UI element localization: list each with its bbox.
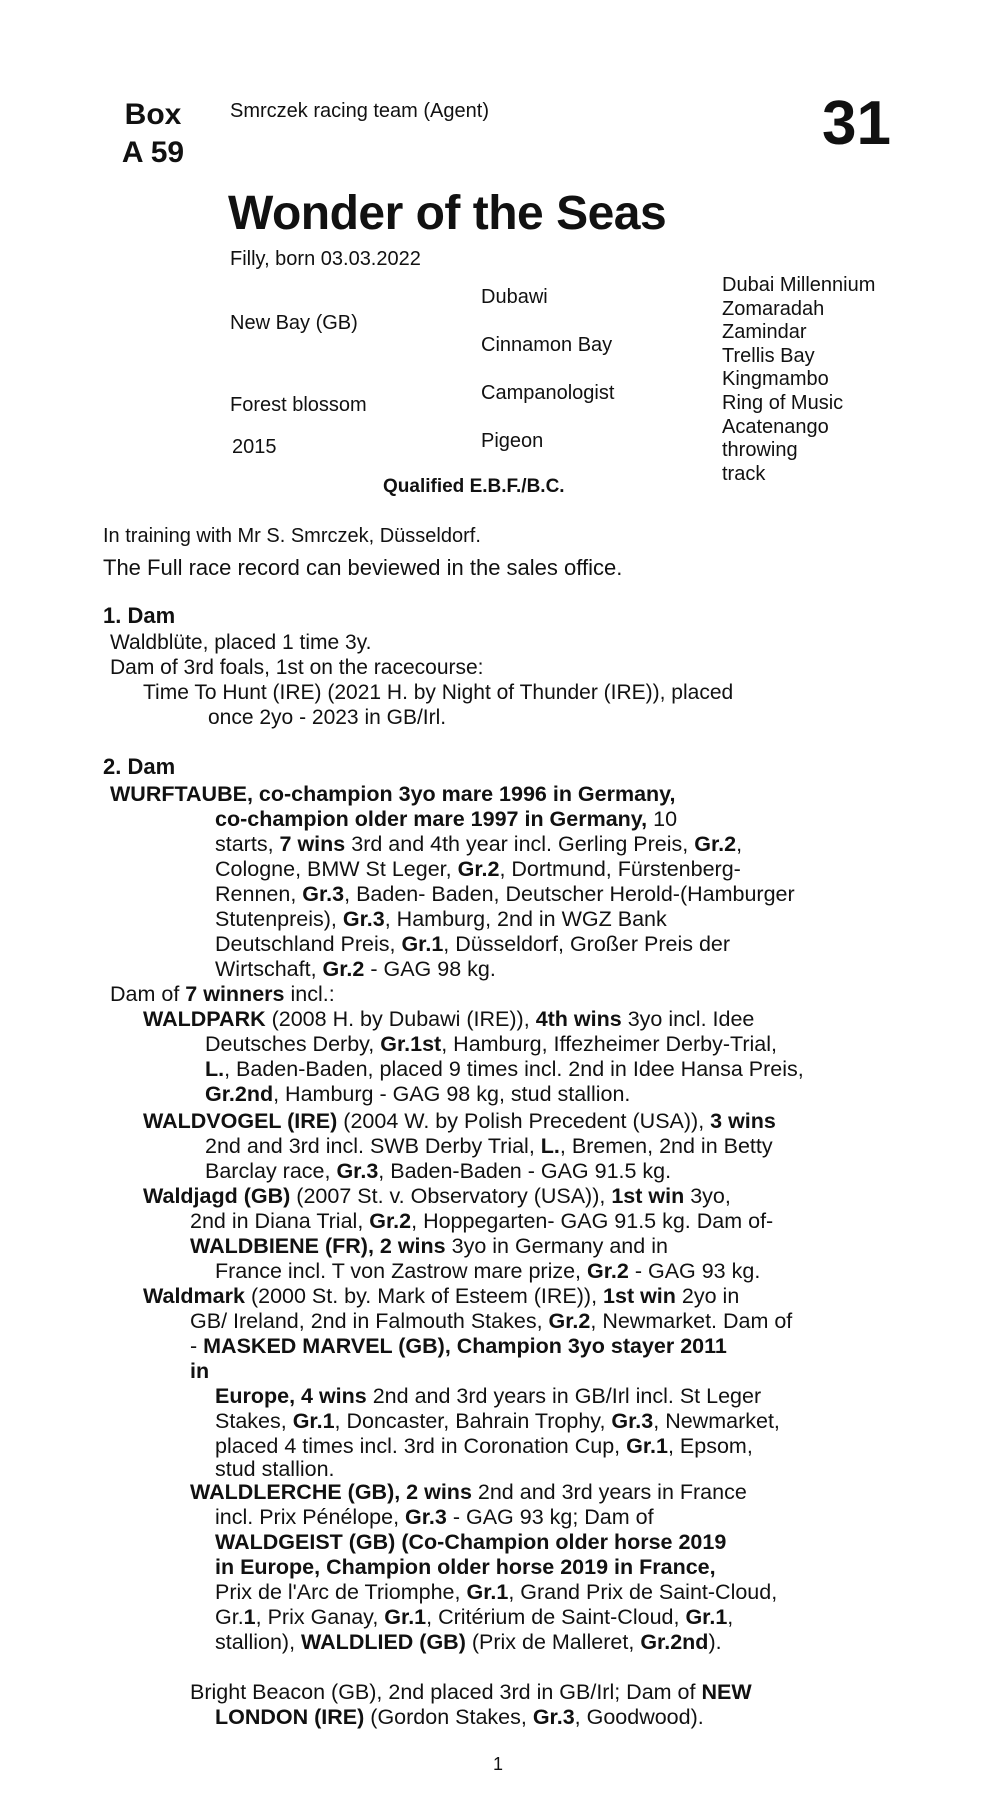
qualified-note: Qualified E.B.F./B.C. bbox=[383, 476, 565, 497]
waldjagd-entry: Waldjagd (GB) (2007 St. v. Observatory (USA)), 1st win 3yo, bbox=[143, 1184, 731, 1208]
box-label bbox=[108, 96, 198, 172]
dam1-foal-line1: Time To Hunt (IRE) (2021 H. by Night of Thunder (IRE)), placed bbox=[143, 681, 734, 704]
pedigree-great-5: Kingmambo bbox=[722, 368, 829, 391]
pedigree-grand-4: Pigeon bbox=[481, 430, 544, 452]
dam2-heading: 2. Dam bbox=[103, 754, 176, 779]
waldjagd-body: 2nd in Diana Trial, Gr.2, Hoppegarten- GAG 91.5 kg. Dam of- WALDBIENE (FR), 2 wins 3yo in Germany and in bbox=[190, 1209, 774, 1258]
pedigree-great-7: Acatenango bbox=[722, 415, 829, 438]
pedigree-dam-year: 2015 bbox=[232, 436, 277, 458]
lot-number: 31 bbox=[822, 89, 891, 158]
waldlerche-entry: WALDLERCHE (GB), 2 wins 2nd and 3rd years in France bbox=[190, 1480, 747, 1504]
dam1-line1: Waldblüte, placed 1 time 3y. bbox=[110, 631, 372, 654]
bright-beacon-entry: Bright Beacon (GB), 2nd placed 3rd in GB/Irl; Dam of NEW bbox=[190, 1680, 752, 1704]
waldlerche-body: incl. Prix Pénélope, Gr.3 - GAG 93 kg; Dam of WALDGEIST (GB) (Co-Champion older horse 2019 in Europe, Champion older horse 2019 in France, Prix de l'Arc de Triomphe, Gr.1, Grand Prix de Saint-Cloud, Gr.1, Prix Ganay, Gr.1, Critérium de Saint-Cloud, Gr.1, stallion), WALDLIED (GB) (Prix de Malleret, Gr.2nd). bbox=[215, 1505, 778, 1654]
pedigree-sire: New Bay (GB) bbox=[230, 312, 358, 334]
box-number: A 59 bbox=[121, 136, 185, 169]
waldbiene-body: France incl. T von Zastrow mare prize, Gr.2 - GAG 93 kg. bbox=[215, 1259, 761, 1283]
pedigree-great-4: Trellis Bay bbox=[722, 344, 815, 367]
agent: Smrczek racing team (Agent) bbox=[230, 100, 489, 122]
masked-marvel-body: Europe, 4 wins 2nd and 3rd years in GB/Irl incl. St Leger Stakes, Gr.1, Doncaster, Bahrain Trophy, Gr.3, Newmarket, placed 4 times incl. 3rd in Coronation Cup, Gr.1, Epsom, stud stallion. bbox=[215, 1384, 780, 1481]
pedigree-grand-3: Campanologist bbox=[481, 382, 615, 404]
training-note: In training with Mr S. Smrczek, Düsseldorf. bbox=[103, 525, 481, 547]
waldjagd-name: Waldjagd (GB) bbox=[143, 1184, 291, 1208]
waldbiene-name: WALDBIENE (FR) bbox=[190, 1234, 368, 1258]
waldpark-body: Deutsches Derby, Gr.1st, Hamburg, Iffezheimer Derby-Trial, L., Baden-Baden, placed 9 times incl. 2nd in Idee Hansa Preis, Gr.2nd, Hamburg - GAG 98 kg, stud stallion. bbox=[205, 1032, 804, 1106]
horse-name: Wonder of the Seas bbox=[228, 187, 667, 240]
box-word: Box bbox=[124, 98, 182, 131]
page-number: 1 bbox=[493, 1754, 504, 1774]
pedigree-dam: Forest blossom bbox=[230, 394, 367, 416]
pedigree-great-1: Dubai Millennium bbox=[722, 274, 876, 296]
waldvogel-name: WALDVOGEL (IRE) bbox=[143, 1109, 338, 1133]
pedigree-great-9: track bbox=[722, 462, 766, 485]
waldpark-entry: WALDPARK (2008 H. by Dubawi (IRE)), 4th wins 3yo incl. Idee bbox=[143, 1007, 755, 1031]
waldmark-entry: Waldmark (2000 St. by. Mark of Esteem (IRE)), 1st win 2yo in bbox=[143, 1284, 740, 1308]
pedigree-grand-2: Cinnamon Bay bbox=[481, 334, 613, 356]
wurftaube-body: co-champion older mare 1997 in Germany, 10 starts, 7 wins 3rd and 4th year incl. Gerling Preis, Gr.2, Cologne, BMW St Leger, Gr.2, Dortmund, Fürstenberg- Rennen, Gr.3, Baden- Baden, Deutscher Herold-(Hamburger Stutenpreis), Gr.3, Hamburg, 2nd in WGZ Bank Deutschland Preis, Gr.1, Düsseldorf, Großer Preis der Wirtschaft, Gr.2 - GAG 98 kg. bbox=[215, 807, 795, 981]
dam-of-winners: Dam of 7 winners incl.: bbox=[110, 982, 335, 1006]
waldmark-name: Waldmark bbox=[143, 1284, 245, 1308]
dam1-heading: 1. Dam bbox=[103, 603, 176, 628]
bright-beacon-body: LONDON (IRE) (Gordon Stakes, Gr.3, Goodwood). bbox=[215, 1705, 704, 1729]
waldmark-body: GB/ Ireland, 2nd in Falmouth Stakes, Gr.2, Newmarket. Dam of - MASKED MARVEL (GB), Champion 3yo stayer 2011 in bbox=[190, 1309, 793, 1383]
waldlied-name: WALDLIED (GB) bbox=[301, 1630, 466, 1654]
new-london-name: LONDON (IRE) bbox=[215, 1705, 365, 1729]
pedigree-great bbox=[722, 274, 875, 486]
waldpark-name: WALDPARK bbox=[143, 1007, 266, 1031]
dam1-foal-line2: once 2yo - 2023 in GB/Irl. bbox=[208, 706, 447, 729]
masked-marvel-name: MASKED MARVEL (GB) bbox=[203, 1334, 445, 1358]
waldvogel-entry: WALDVOGEL (IRE) (2004 W. by Polish Precedent (USA)), 3 wins bbox=[143, 1109, 776, 1133]
waldgeist-name: WALDGEIST (GB) bbox=[215, 1530, 396, 1554]
horse-description: Filly, born 03.03.2022 bbox=[230, 248, 421, 270]
dam1-line2: Dam of 3rd foals, 1st on the racecourse: bbox=[110, 656, 484, 679]
pedigree-great-6: Ring of Music bbox=[722, 391, 844, 414]
pedigree-grand-1: Dubawi bbox=[481, 286, 548, 308]
pedigree-great-3: Zamindar bbox=[722, 321, 807, 344]
waldvogel-body: 2nd and 3rd incl. SWB Derby Trial, L., Bremen, 2nd in Betty Barclay race, Gr.3, Baden-Baden - GAG 91.5 kg. bbox=[205, 1134, 773, 1183]
pedigree-great-8: throwing bbox=[722, 439, 798, 462]
pedigree-great-2: Zomaradah bbox=[722, 297, 825, 320]
record-note: The Full race record can beviewed in the sales office. bbox=[103, 555, 623, 580]
waldlerche-name: WALDLERCHE (GB) bbox=[190, 1480, 395, 1504]
wurftaube-entry: WURFTAUBE, co-champion 3yo mare 1996 in Germany, bbox=[110, 782, 676, 806]
wurftaube-name: WURFTAUBE bbox=[110, 782, 247, 806]
